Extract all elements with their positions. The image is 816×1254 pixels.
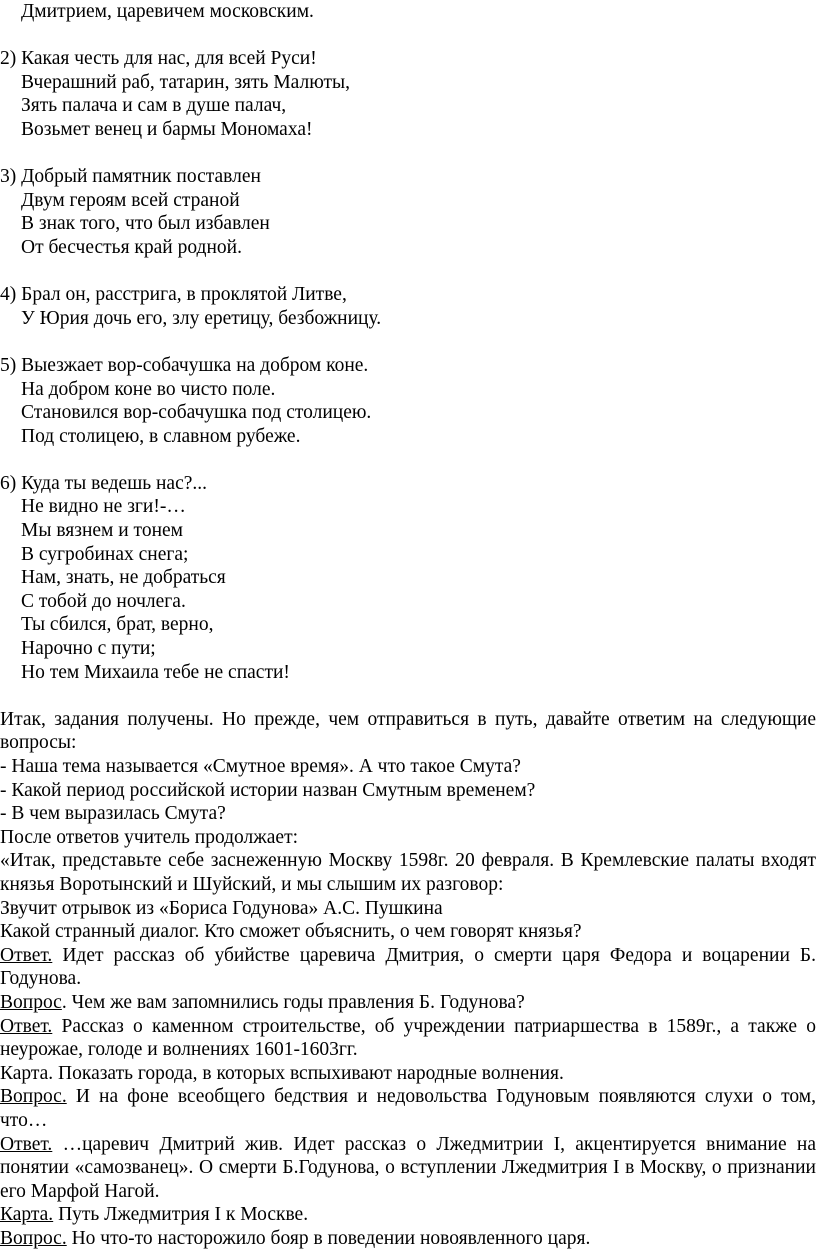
poem-line: Возьмет венец и бармы Мономаха! [21, 118, 313, 140]
poem-line: Под столицею, в славном рубеже. [21, 425, 301, 447]
poem-line: У Юрия дочь его, злу еретицу, безбожницу. [21, 307, 382, 329]
answer-label: Ответ. [0, 944, 53, 966]
map-text: Путь Лжедмитрия I к Москве. [53, 1204, 309, 1226]
poem-line: Двум героям всей страной [21, 189, 240, 211]
poem-line: С тобой до ночлега. [21, 590, 186, 612]
blank-line [0, 330, 816, 354]
answer-2 [0, 1015, 816, 1062]
question-3: - В чем выразилась Смута? [0, 803, 226, 825]
poem-line: В знак того, что был избавлен [21, 213, 270, 235]
poem-line: Зять палача и сам в душе палач, [21, 95, 287, 117]
teacher-continues: После ответов учитель продолжает: [0, 826, 299, 848]
poem-line: 5) Выезжает вор-собачушка на добром коне. [0, 354, 369, 376]
poem-line: В сугробинах снега; [21, 543, 189, 565]
poem-line: От бесчестья край родной. [21, 236, 242, 258]
question-godunov [0, 991, 816, 1015]
poem-line: 6) Куда ты ведешь нас?... [0, 472, 208, 494]
question-label: Вопрос. [0, 1227, 67, 1249]
answer-text: Рассказ о каменном строительстве, об учреждении патриаршества в 1589г., а также о неурожае, голоде и волнениях 1601-1603гг. [0, 1015, 816, 1061]
poem-line: На добром коне во чисто поле. [21, 378, 276, 400]
poem-line: Но тем Михаила тебе не спасти! [21, 661, 290, 683]
poem-line: Нам, знать, не добраться [21, 567, 226, 589]
blank-line [0, 142, 816, 166]
question-1: - Наша тема называется «Смутное время». А что такое Смута? [0, 756, 521, 777]
answer-3 [0, 1133, 816, 1204]
answer-label: Ответ. [0, 1015, 53, 1037]
poem-line: Дмитрием, царевичем московским. [21, 1, 314, 22]
strange-dialog: Какой странный диалог. Кто сможет объяснить, о чем говорят князья? [0, 921, 582, 943]
poem-line: 3) Добрый памятник поставлен [0, 166, 261, 188]
map-note-2 [0, 1203, 816, 1227]
answer-text: Идет рассказ об убийстве царевича Дмитрия, о смерти царя Федора и воцарении Б. Годунова. [0, 944, 816, 990]
question-label: Вопрос [0, 991, 62, 1013]
question-text: И на фоне всеобщего бедствия и недовольства Годуновым появляются слухи о том, что… [0, 1086, 816, 1131]
poem-line: Мы вязнем и тонем [21, 520, 183, 542]
question-label: Вопрос. [0, 1086, 67, 1108]
answer-text: …царевич Дмитрий жив. Идет рассказ о Лжедмитрии I, акцентируется внимание на понятии «самозванец». О смерти Б.Годунова, о вступлении Лжедмитрия I в Москву, о признании его Марфой Нагой. [0, 1133, 816, 1202]
question-boyars [0, 1227, 816, 1251]
poem-line: Ты сбился, брат, верно, [21, 614, 214, 636]
question-text: . Чем же вам запомнились годы правления Б. Годунова? [61, 991, 525, 1013]
question-rumors [0, 1085, 816, 1132]
sound-note: Звучит отрывок из «Бориса Годунова» А.С. Пушкина [0, 897, 443, 919]
blank-line [0, 24, 816, 48]
blank-line [0, 260, 816, 284]
poem-line: 4) Брал он, расстрига, в проклятой Литве, [0, 284, 347, 306]
map-note-1: Карта. Показать города, в которых вспыхивают народные волнения. [0, 1062, 564, 1084]
moscow-paragraph: «Итак, представьте себе заснеженную Москву 1598г. 20 февраля. В Кремлевские палаты входят князья Воротынский и Шуйский, и мы слышим их разговор: [0, 850, 816, 895]
poem-line: Нарочно с пути; [21, 638, 156, 660]
answer-1 [0, 944, 816, 991]
poem-line: Становился вор-собачушка под столицею. [21, 402, 372, 424]
question-2: - Какой период российской истории назван Смутным временем? [0, 779, 536, 801]
question-text: Но что-то насторожило бояр в поведении новоявленного царя. [66, 1227, 591, 1249]
map-label: Карта. [0, 1204, 54, 1226]
poem-line: Не видно не зги!-… [21, 496, 186, 518]
poem-line: 2) Какая честь для нас, для всей Руси! [0, 48, 317, 70]
blank-line [0, 448, 816, 472]
poem-line: Вчерашний раб, татарин, зять Малюты, [21, 71, 351, 93]
intro-paragraph: Итак, задания получены. Но прежде, чем отправиться в путь, давайте ответим на следующие вопросы: [0, 708, 816, 754]
answer-label: Ответ. [0, 1133, 53, 1155]
